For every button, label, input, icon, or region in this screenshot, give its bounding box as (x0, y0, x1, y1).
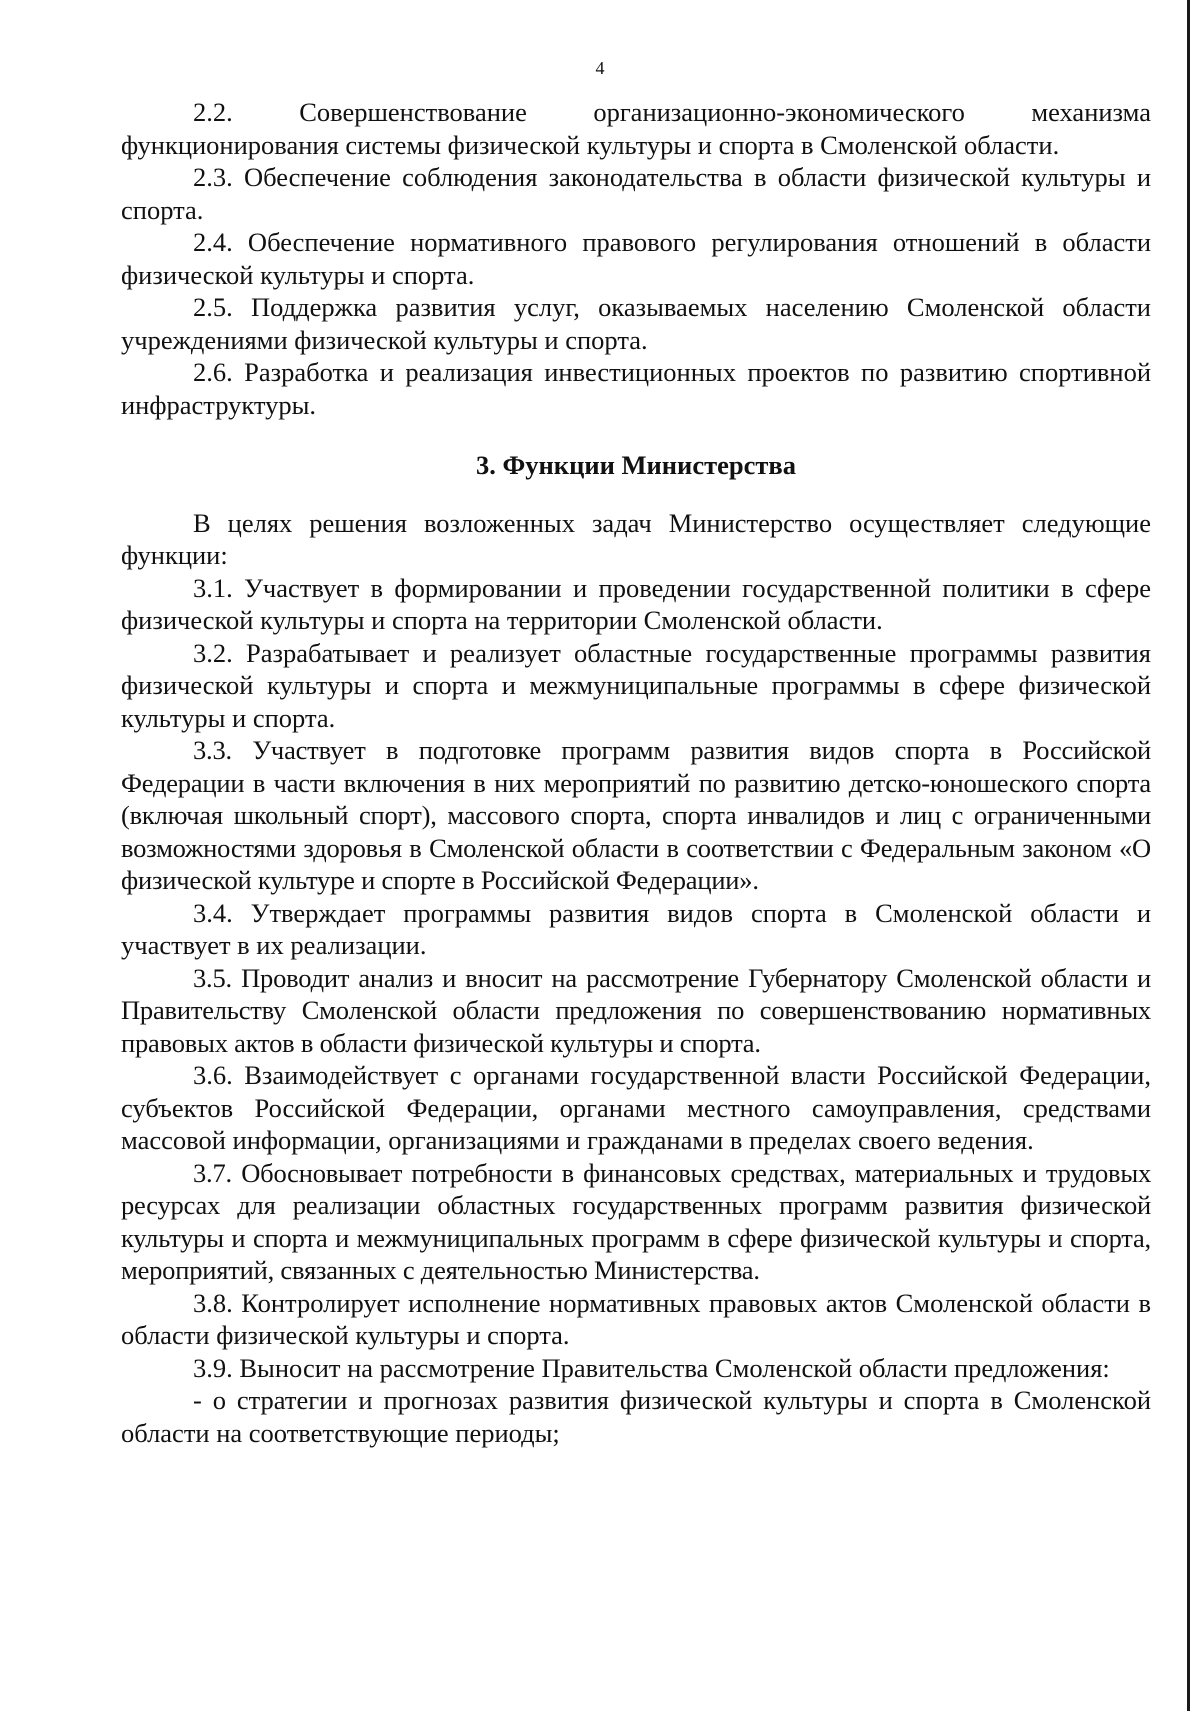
paragraph-2-5: 2.5. Поддержка развития услуг, оказываемых населению Смоленской области учреждениями физической культуры и спорта. (121, 292, 1151, 355)
paragraph-3-9-item-1: - о стратегии и прогнозах развития физической культуры и спорта в Смоленской области на соответствующие периоды; (121, 1385, 1151, 1448)
paragraph-2-2: 2.2. Совершенствование организационно-экономического механизма функционирования системы физической культуры и спорта в Смоленской области. (121, 97, 1151, 160)
paragraph-3-3: 3.3. Участвует в подготовке программ развития видов спорта в Российской Федерации в части включения в них мероприятий по развитию детско-юношеского спорта (включая школьный спорт), массового спорта, спорта инвалидов и лиц с ограниченными возможностями здоровья в Смоленской области в соответствии с Федеральным законом «О физической культуре и спорте в Российской Федерации». (121, 735, 1151, 895)
page-number: 4 (595, 58, 605, 78)
paragraph-3-1: 3.1. Участвует в формировании и проведении государственной политики в сфере физической культуры и спорта на территории Смоленской области. (121, 572, 1151, 635)
paragraph-3-8: 3.8. Контролирует исполнение нормативных правовых актов Смоленской области в области физической культуры и спорта. (121, 1287, 1151, 1350)
paragraph-3-6: 3.6. Взаимодействует с органами государственной власти Российской Федерации, субъектов Российской Федерации, органами местного самоуправления, средствами массовой информации, организациями и гражданами в пределах своего ведения. (121, 1060, 1151, 1155)
paragraph-3-4: 3.4. Утверждает программы развития видов спорта в Смоленской области и участвует в их реализации. (121, 897, 1151, 960)
section-heading: 3. Функции Министерства (476, 450, 796, 480)
paragraph-2-4: 2.4. Обеспечение нормативного правового регулирования отношений в области физической культуры и спорта. (121, 227, 1151, 290)
paragraph-2-6: 2.6. Разработка и реализация инвестиционных проектов по развитию спортивной инфраструктуры. (121, 357, 1151, 420)
paragraph-3-7: 3.7. Обосновывает потребности в финансовых средствах, материальных и трудовых ресурсах для реализации областных государственных программ развития физической культуры и спорта и межмуниципальных программ в сфере физической культуры и спорта, мероприятий, связанных с деятельностью Министерства. (121, 1157, 1151, 1285)
page-edge-line (1187, 0, 1190, 1711)
paragraph-intro: В целях решения возложенных задач Министерство осуществляет следующие функции: (121, 507, 1151, 570)
paragraph-2-3: 2.3. Обеспечение соблюдения законодательства в области физической культуры и спорта. (121, 162, 1151, 225)
paragraph-3-5: 3.5. Проводит анализ и вносит на рассмотрение Губернатору Смоленской области и Правительству Смоленской области предложения по совершенствованию нормативных правовых актов в области физической культуры и спорта. (121, 962, 1151, 1058)
document-body (121, 96, 1151, 1449)
paragraph-3-9: 3.9. Выносит на рассмотрение Правительства Смоленской области предложения: (193, 1352, 1110, 1383)
paragraph-3-2: 3.2. Разрабатывает и реализует областные государственные программы развития физической культуры и спорта и межмуниципальные программы в сфере физической культуры и спорта. (121, 637, 1151, 733)
